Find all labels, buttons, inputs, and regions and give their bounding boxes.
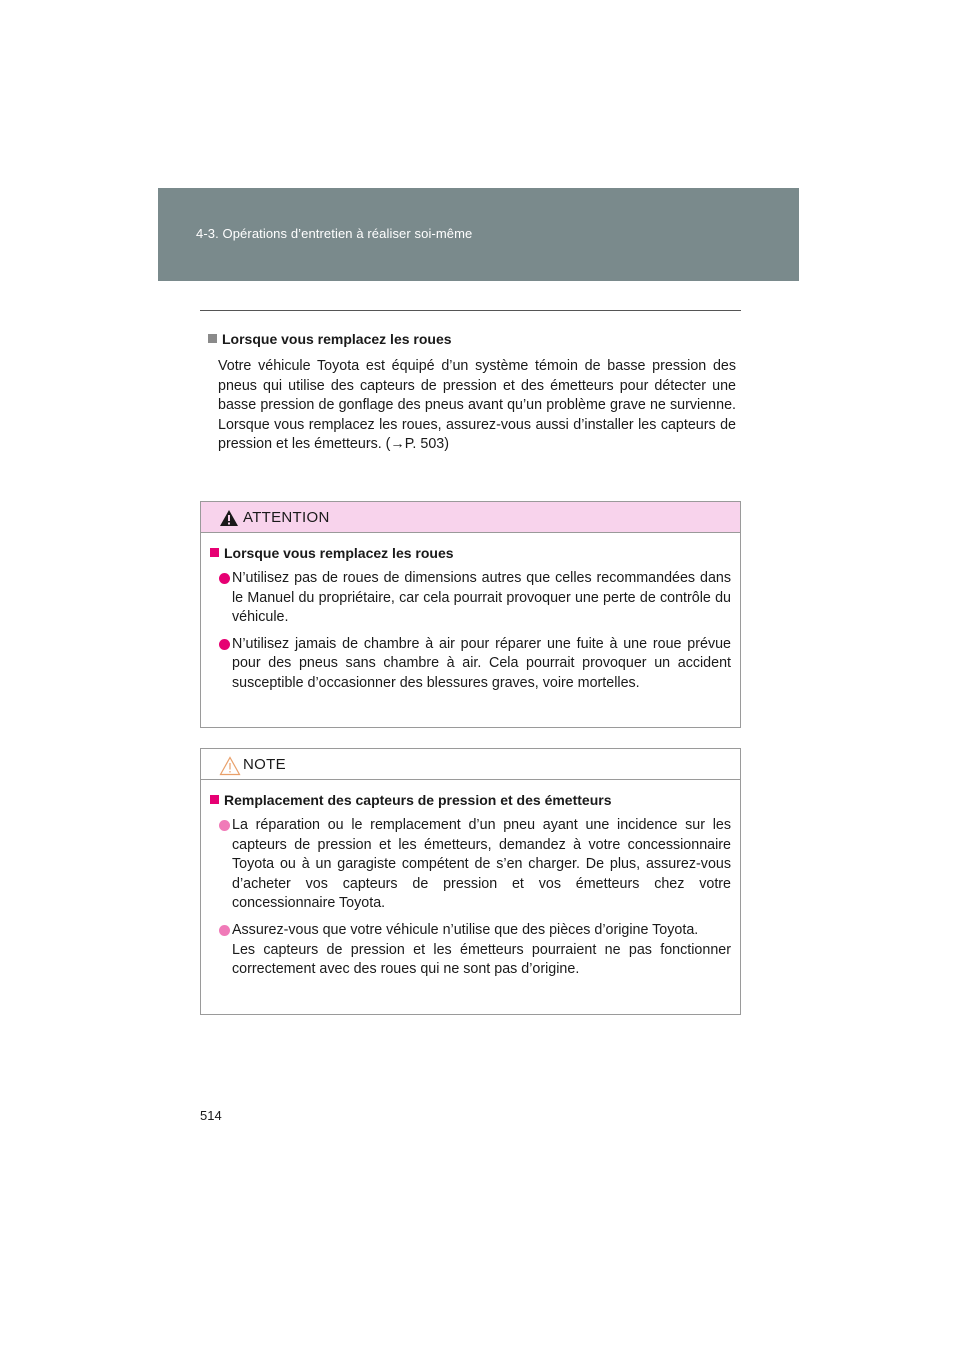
square-bullet-icon — [208, 334, 217, 343]
note-subtitle-text: Remplacement des capteurs de pression et des émetteurs — [224, 792, 612, 808]
note-item-text: Les capteurs de pression et les émetteurs pourraient ne pas fonctionner correctement avec des roues qui ne sont pas d’origine. — [232, 941, 731, 978]
attention-header — [201, 502, 740, 533]
bullet-dot-icon — [219, 925, 230, 936]
note-subtitle — [210, 791, 731, 809]
attention-item — [210, 635, 731, 694]
note-item — [210, 816, 731, 914]
attention-subtitle — [210, 544, 731, 562]
note-item-text: Assurez-vous que votre véhicule n’utilise que des pièces d’origine Toyota. — [232, 921, 699, 938]
wheel-replacement-section — [208, 330, 736, 455]
section-heading-text: Lorsque vous remplacez les roues — [222, 331, 452, 347]
warning-triangle-icon — [219, 509, 239, 527]
bullet-dot-icon — [219, 639, 230, 650]
note-item — [210, 921, 731, 980]
page-number: 514 — [200, 1108, 222, 1123]
attention-label: ATTENTION — [243, 509, 330, 526]
square-bullet-icon — [210, 548, 219, 557]
caution-triangle-icon — [219, 756, 241, 776]
note-box — [200, 748, 741, 1015]
bullet-dot-icon — [219, 820, 230, 831]
note-item-text: La réparation ou le remplacement d’un pneu ayant une incidence sur les capteurs de pression et les émetteurs, demandez à votre concessionnaire Toyota ou à un garagiste compétent de s’en charger. De plus, assurez-vous d’acheter vos capteurs de pression et vos émetteurs chez votre concessionnaire Toyota. — [232, 817, 731, 912]
section-heading — [208, 330, 736, 348]
section-body: Votre véhicule Toyota est équipé d’un système témoin de basse pression des pneus qui utilise des capteurs de pression et des émetteurs pour détecter une basse pression de gonflage des pneus avant qu’un problème grave ne survienne. Lorsque vous remplacez les roues, assurez-vous aussi d’installer les capteurs de pression et les émetteurs. (→P. 503) — [218, 358, 736, 453]
attention-item-text: N’utilisez pas de roues de dimensions autres que celles recommandées dans le Manuel du propriétaire, car cela pourrait provoquer une perte de contrôle du véhicule. — [232, 570, 731, 626]
attention-item-text: N’utilisez jamais de chambre à air pour réparer une fuite à une roue prévue pour des pneus sans chambre à air. Cela pourrait provoquer un accident susceptible d’occasionner des blessures graves, voire mortelles. — [232, 635, 731, 691]
square-bullet-icon — [210, 795, 219, 804]
attention-box — [200, 501, 741, 728]
section-divider — [200, 310, 741, 311]
note-header — [201, 749, 740, 780]
bullet-dot-icon — [219, 573, 230, 584]
note-label: NOTE — [243, 756, 286, 773]
attention-subtitle-text: Lorsque vous remplacez les roues — [224, 545, 454, 561]
chapter-header — [158, 188, 799, 281]
attention-item — [210, 569, 731, 628]
chapter-title: 4-3. Opérations d’entretien à réaliser soi-même — [196, 226, 473, 241]
